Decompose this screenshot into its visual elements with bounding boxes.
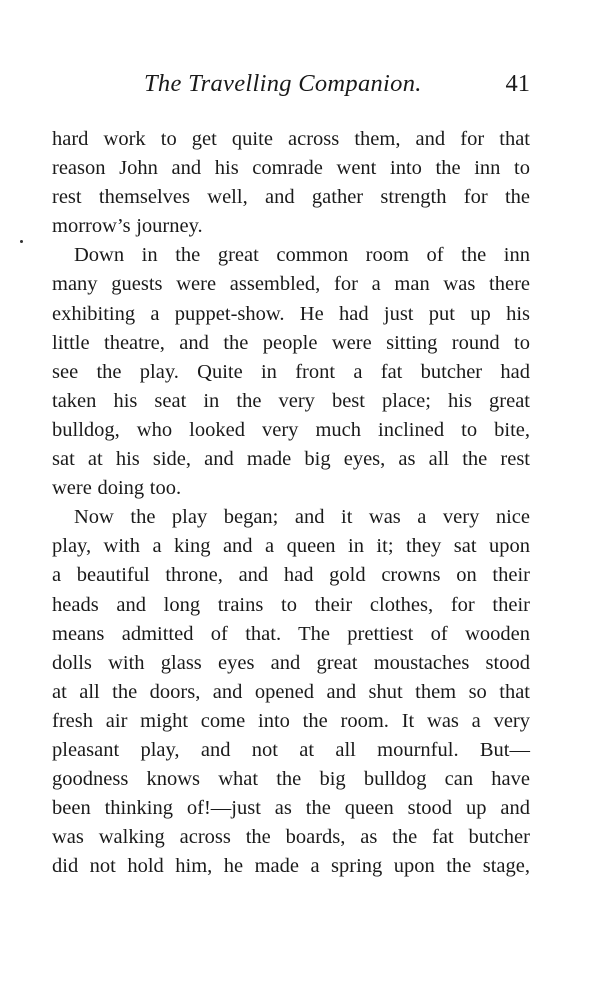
text-line: rest themselves well, and gather strength for the [52,186,530,209]
text-line: many guests were assembled, for a man was there [52,273,530,296]
text-line: morrow’s journey. [52,215,203,238]
text-line: fresh air might come into the room. It was a very [52,709,530,732]
text-line: at all the doors, and opened and shut them so that [52,680,530,703]
text-line: been thinking of!—just as the queen stood up and [52,797,530,820]
text-line: play, with a king and a queen in it; they sat upon [52,535,530,558]
text-line: dolls with glass eyes and great moustaches stood [52,651,530,674]
running-head [52,70,530,106]
text-line: a beautiful throne, and had gold crowns on their [52,564,530,587]
text-line: means admitted of that. The prettiest of wooden [52,622,530,645]
stray-ink-mark [20,240,23,243]
text-line: did not hold him, he made a spring upon the stage, [52,855,530,878]
text-line: bulldog, who looked very much inclined to bite, [52,418,530,441]
paragraph-first-line: Down in the great common room of the inn [74,244,530,267]
text-line: pleasant play, and not at all mournful. But— [52,738,530,761]
text-line: see the play. Quite in front a fat butcher had [52,360,530,383]
text-line: were doing too. [52,477,182,500]
text-line: taken his seat in the very best place; his great [52,389,530,412]
page-number: 41 [505,70,530,97]
body-text [52,125,530,881]
text-line: exhibiting a puppet-show. He had just put up his [52,302,530,325]
text-line: heads and long trains to their clothes, for their [52,593,530,616]
text-line: hard work to get quite across them, and for that [52,128,530,150]
text-line: reason John and his comrade went into the inn to [52,157,530,180]
text-line: goodness knows what the big bulldog can have [52,768,530,791]
running-title: The Travelling Companion. [144,70,422,97]
text-line: little theatre, and the people were sitting round to [52,331,530,354]
text-line: sat at his side, and made big eyes, as all the rest [52,448,530,471]
paragraph-first-line: Now the play began; and it was a very nice [74,506,530,529]
text-line: was walking across the boards, as the fat butcher [52,826,530,849]
